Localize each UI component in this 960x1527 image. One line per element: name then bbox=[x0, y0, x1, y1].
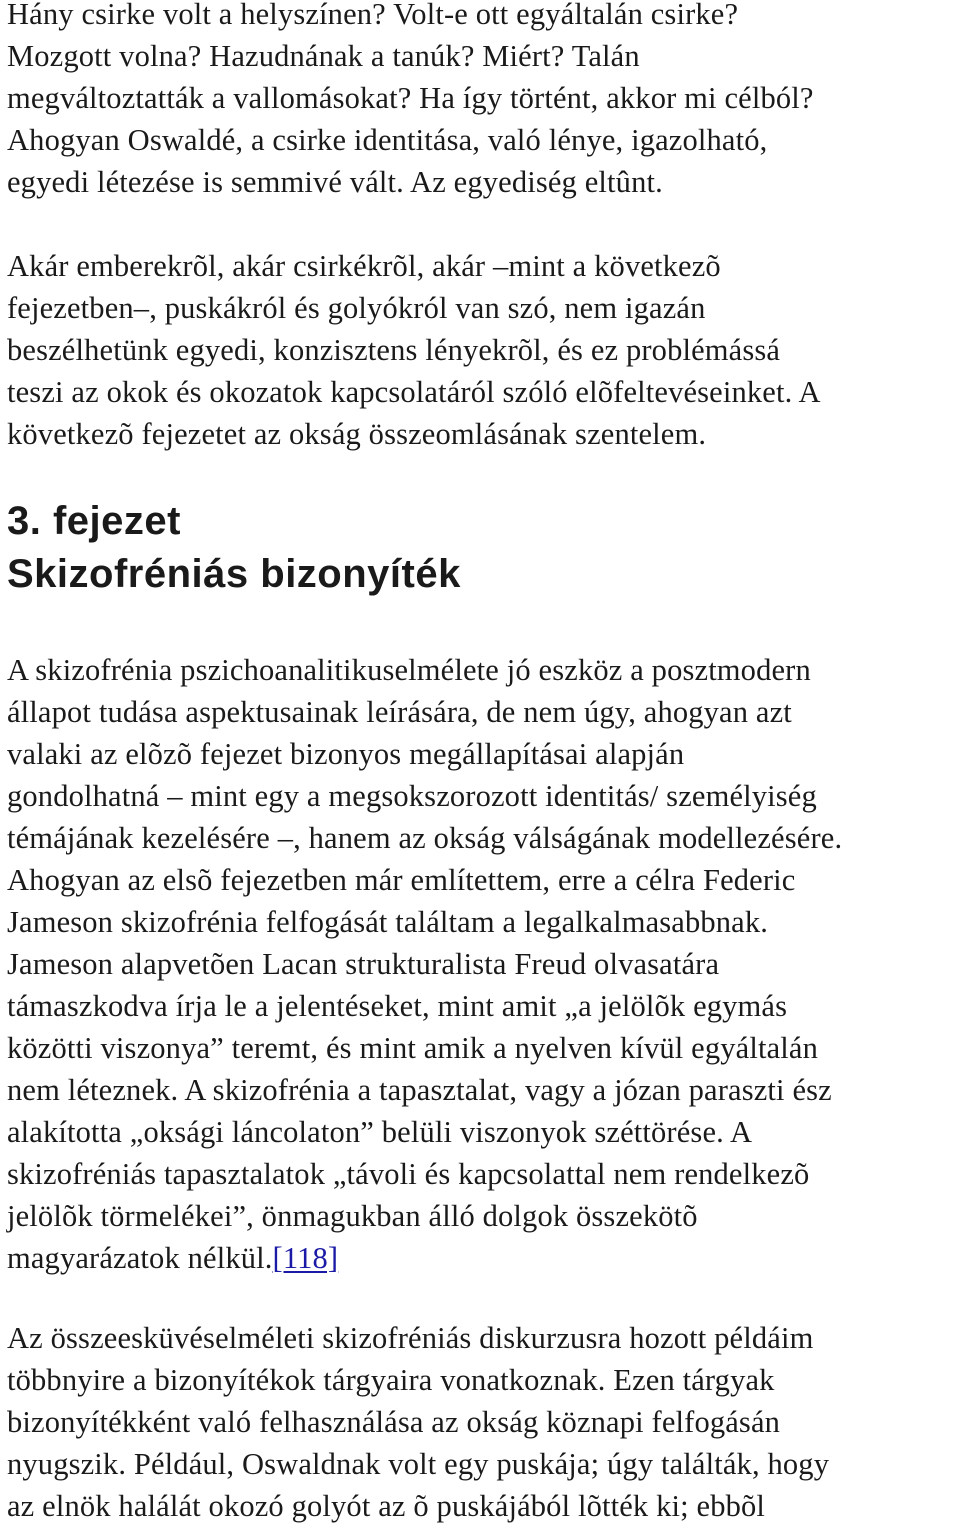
text-line: az elnök halálát okozó golyót az õ puskájából lõtték ki; ebbõl bbox=[7, 1489, 766, 1523]
text-line: Hány csirke volt a helyszínen? Volt-e ott egyáltalán csirke? bbox=[7, 0, 739, 31]
text-line: Jameson skizofrénia felfogását találtam a legalkalmasabbnak. bbox=[7, 905, 769, 939]
text-line: Ahogyan Oswaldé, a csirke identitása, való lénye, igazolható, bbox=[7, 123, 768, 157]
text-line: teszi az okok és okozatok kapcsolatáról szóló elõfeltevéseinket. A bbox=[7, 375, 821, 409]
text-line: nyugszik. Például, Oswaldnak volt egy puskája; úgy találták, hogy bbox=[7, 1447, 830, 1481]
text-line: fejezetben–, puskákról és golyókról van szó, nem igazán bbox=[7, 291, 706, 325]
text-line: megváltoztatták a vallomásokat? Ha így történt, akkor mi célból? bbox=[7, 81, 814, 115]
text-line: Ahogyan az elsõ fejezetben már említettem, erre a célra Federic bbox=[7, 863, 796, 897]
paragraph-causality-intro bbox=[0, 245, 821, 455]
paragraph-schizophrenia-theory bbox=[0, 649, 842, 1279]
text-line: skizofréniás tapasztalatok „távoli és kapcsolattal nem rendelkezõ bbox=[7, 1157, 810, 1191]
text-line: valaki az elõzõ fejezet bizonyos megállapításai alapján bbox=[7, 737, 685, 771]
text-line: nem léteznek. A skizofrénia a tapasztalat, vagy a józan paraszti ész bbox=[7, 1073, 832, 1107]
text-line: jelölõk törmelékei”, önmagukban álló dolgok összekötõ bbox=[7, 1199, 698, 1233]
chapter-number: 3. fejezet bbox=[7, 499, 181, 543]
text-line: beszélhetünk egyedi, konzisztens lényekrõl, és ez problémássá bbox=[7, 333, 781, 367]
paragraph-chicken-questions bbox=[0, 0, 814, 203]
chapter-heading bbox=[7, 495, 461, 601]
text-line: bizonyítékként való felhasználása az okság köznapi felfogásán bbox=[7, 1405, 781, 1439]
text-line: gondolhatná – mint egy a megsokszorozott identitás/ személyiség bbox=[7, 779, 817, 813]
footnote-link-118[interactable]: [118] bbox=[272, 1241, 339, 1275]
text-line: Az összeesküvéselméleti skizofréniás diskurzusra hozott példáim bbox=[7, 1321, 814, 1355]
text-line: támaszkodva írja le a jelentéseket, mint amit „a jelölõk egymás bbox=[7, 989, 788, 1023]
text-line: A skizofrénia pszichoanalitikuselmélete jó eszköz a posztmodern bbox=[7, 653, 811, 687]
text-line: állapot tudása aspektusainak leírására, de nem úgy, ahogyan azt bbox=[7, 695, 792, 729]
text-line: egyedi létezése is semmivé vált. Az egyediség eltûnt. bbox=[7, 165, 663, 199]
chapter-title: Skizofréniás bizonyíték bbox=[7, 552, 461, 596]
text-line-with-footnote bbox=[7, 1237, 842, 1279]
text-line: következõ fejezetet az okság összeomlásának szentelem. bbox=[7, 417, 707, 451]
text-line: Mozgott volna? Hazudnának a tanúk? Miért? Talán bbox=[7, 39, 640, 73]
text-line: közötti viszonya” teremt, és mint amik a nyelven kívül egyáltalán bbox=[7, 1031, 818, 1065]
text-line: Jameson alapvetõen Lacan strukturalista Freud olvasatára bbox=[7, 947, 720, 981]
text-line: Akár emberekrõl, akár csirkékrõl, akár –mint a következõ bbox=[7, 249, 721, 283]
text-line: témájának kezelésére –, hanem az okság válságának modellezésére. bbox=[7, 821, 843, 855]
text-fragment: magyarázatok nélkül. bbox=[7, 1241, 273, 1275]
paragraph-conspiracy-evidence bbox=[0, 1317, 829, 1527]
text-line: többnyire a bizonyítékok tárgyaira vonatkoznak. Ezen tárgyak bbox=[7, 1363, 775, 1397]
text-line: alakította „oksági láncolaton” belüli viszonyok széttörése. A bbox=[7, 1115, 753, 1149]
